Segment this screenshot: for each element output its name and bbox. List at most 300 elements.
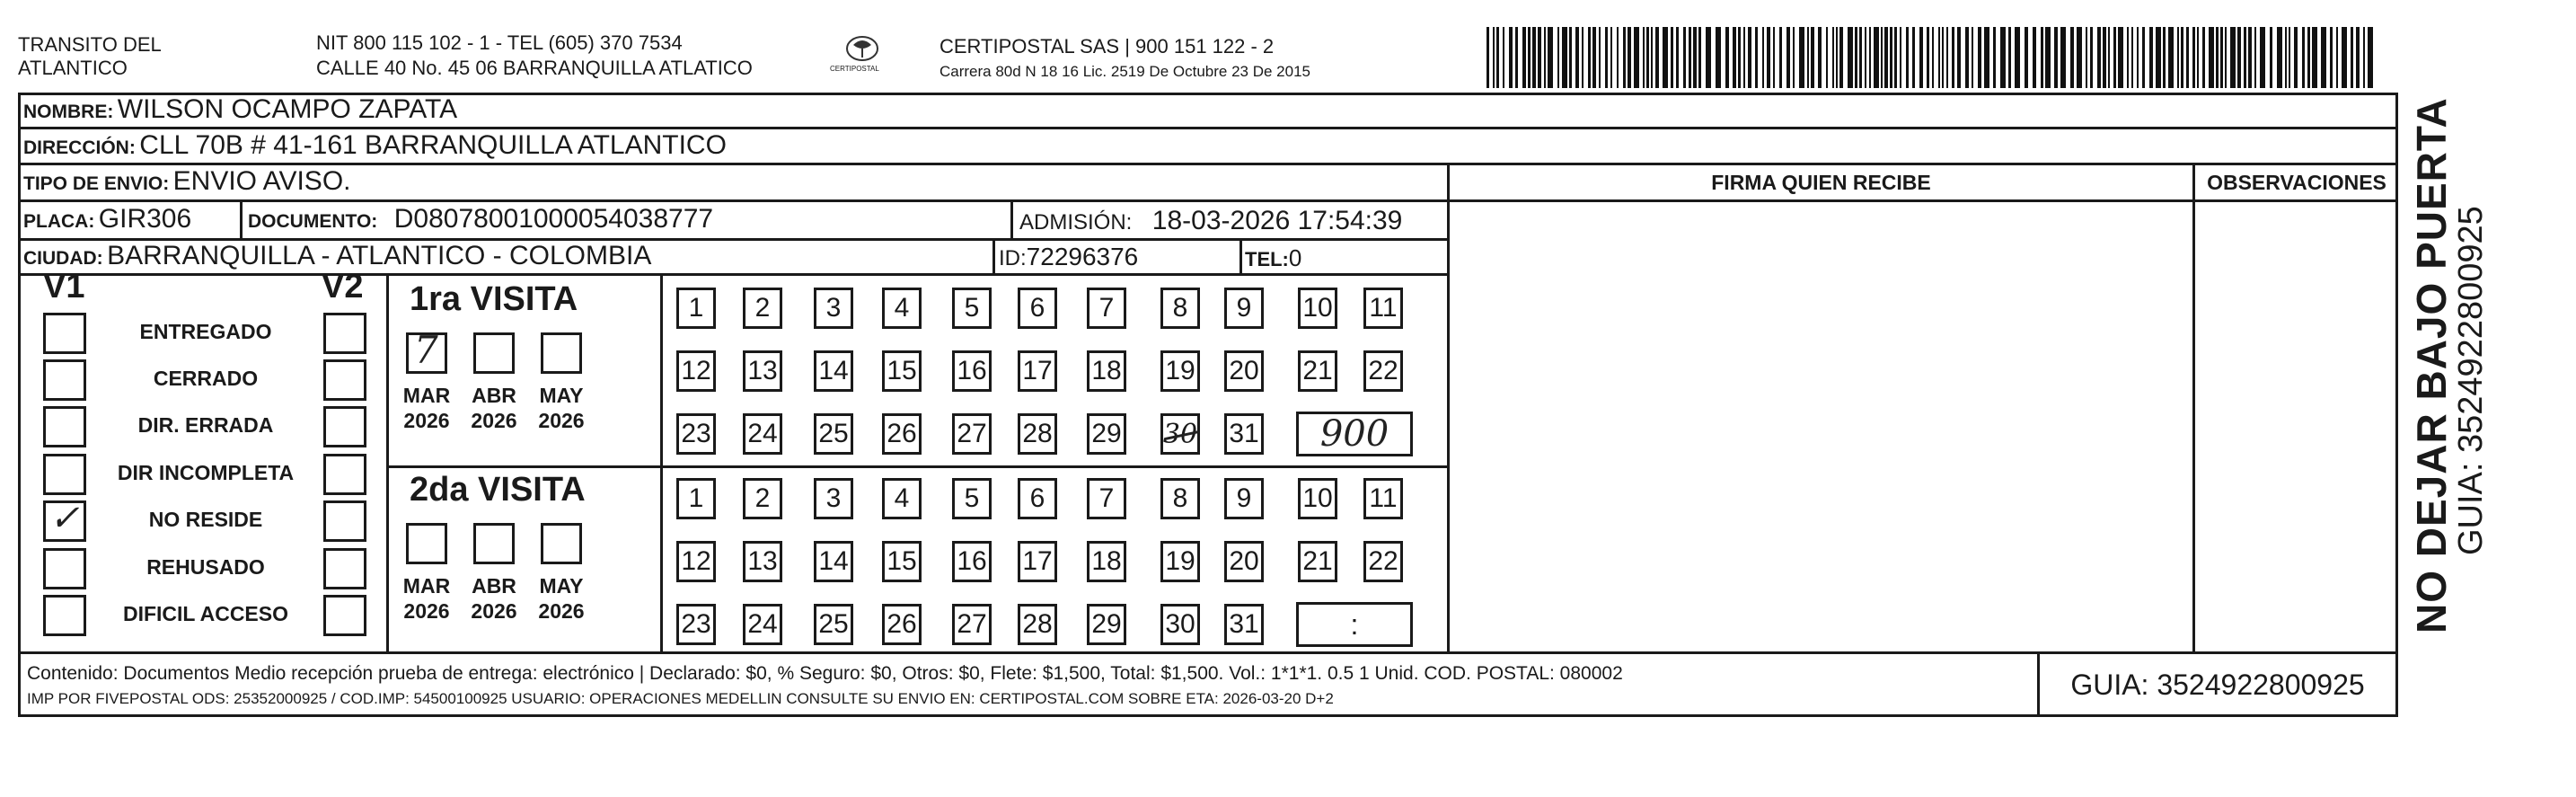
barcode-bar: [1993, 27, 1996, 88]
day-number: 12: [681, 546, 711, 576]
logo-text: CERTIPOSTAL: [830, 65, 879, 73]
barcode-bar: [1942, 27, 1944, 88]
barcode-bar: [2149, 27, 2153, 88]
nit-line: NIT 800 115 102 - 1 - TEL (605) 370 7534: [316, 31, 683, 54]
v2-checkbox[interactable]: [323, 548, 366, 589]
barcode-bar: [1698, 27, 1701, 88]
barcode-bar: [2216, 27, 2219, 88]
day-box[interactable]: [814, 288, 853, 329]
id-label: ID:: [999, 246, 1027, 270]
day-box[interactable]: [1224, 413, 1264, 455]
day-number: 22: [1368, 546, 1398, 576]
v1-checkbox[interactable]: [43, 500, 86, 542]
barcode-bar: [1486, 27, 1489, 88]
day-box[interactable]: [676, 413, 716, 455]
day-number: 23: [681, 609, 711, 639]
v2-checkbox[interactable]: [323, 500, 366, 542]
status-label: DIFICIL ACCESO: [122, 602, 288, 625]
day-box[interactable]: [952, 350, 992, 392]
col-divider: [386, 273, 389, 651]
day-number: 22: [1368, 356, 1398, 385]
barcode-bar: [1793, 27, 1795, 88]
month-name: ABR: [472, 574, 516, 598]
barcode-bar: [2209, 27, 2214, 88]
day-number: 1: [688, 293, 704, 323]
month-year: 2026: [471, 409, 517, 432]
month-checkbox[interactable]: [541, 523, 582, 564]
side-warning: NO DEJAR BAJO PUERTA: [2408, 97, 2455, 633]
day-box[interactable]: [743, 413, 782, 455]
barcode-bar: [1509, 27, 1513, 88]
barcode-bar: [1957, 27, 1961, 88]
barcode-bar: [2103, 27, 2106, 88]
day-box[interactable]: [743, 478, 782, 519]
status-label: ENTREGADO: [139, 320, 272, 343]
barcode-bar: [2277, 27, 2282, 88]
barcode-bar: [2237, 27, 2241, 88]
v1-checkbox[interactable]: [43, 595, 86, 636]
barcode-bar: [2041, 27, 2043, 88]
day-number: 3: [825, 483, 842, 513]
admision-label: ADMISIÓN:: [1019, 210, 1133, 235]
barcode-bar: [1671, 27, 1673, 88]
col-divider: [1239, 238, 1242, 273]
month-label: [463, 573, 525, 624]
direccion-row: [23, 131, 727, 164]
barcode-bar: [2090, 27, 2093, 88]
day-box[interactable]: [882, 604, 922, 645]
month-label: [395, 573, 458, 624]
barcode-bar: [1716, 27, 1721, 88]
day-number: 31: [1229, 419, 1259, 448]
ciudad-label: CIUDAD:: [23, 248, 103, 269]
barcode-bar: [1881, 27, 1883, 88]
v2-checkbox[interactable]: [323, 359, 366, 401]
barcode-bar: [1676, 27, 1679, 88]
barcode-bar: [1528, 27, 1531, 88]
barcode-bar: [2177, 27, 2179, 88]
barcode-bar: [1599, 27, 1601, 88]
day-number: 31: [1229, 609, 1259, 639]
v2-header: V2: [322, 268, 364, 306]
month-name: MAY: [539, 384, 584, 407]
barcode-bar: [1884, 27, 1888, 88]
barcode-bar: [1522, 27, 1526, 88]
barcode-bar: [2230, 27, 2236, 88]
v1-checkbox[interactable]: [43, 313, 86, 354]
month-year: 2026: [403, 599, 450, 623]
id-row: [999, 243, 1138, 276]
day-box[interactable]: [1363, 350, 1403, 392]
day-box[interactable]: [743, 541, 782, 582]
day-number: 1: [688, 483, 704, 513]
side-guia: GUIA: 3524922800925: [2452, 206, 2490, 555]
day-box[interactable]: [814, 413, 853, 455]
tel-row: [1245, 244, 1301, 277]
barcode-bar: [1538, 27, 1541, 88]
day-box[interactable]: [882, 413, 922, 455]
day-box[interactable]: [1160, 350, 1200, 392]
barcode-bar: [1493, 27, 1495, 88]
col-divider: [2192, 163, 2195, 651]
month-checkbox[interactable]: [406, 328, 447, 374]
barcode-bar: [1938, 27, 1940, 88]
barcode-bar: [1663, 27, 1668, 88]
row-divider: [386, 465, 1450, 468]
barcode-bar: [1562, 27, 1567, 88]
barcode-bar: [1832, 27, 1834, 88]
barcode-bar: [1799, 27, 1804, 88]
barcode-bar: [2118, 27, 2123, 88]
v2-checkbox[interactable]: [323, 406, 366, 447]
v1-header: V1: [43, 268, 85, 306]
month-year: 2026: [403, 409, 450, 432]
col-divider: [240, 199, 243, 238]
day-number: 4: [894, 483, 910, 513]
month-name: MAY: [539, 574, 584, 598]
barcode-bar: [2270, 27, 2272, 88]
barcode-bar: [2127, 27, 2129, 88]
row-divider: [1447, 199, 2398, 202]
nombre-label: NOMBRE:: [23, 102, 114, 122]
barcode-bar: [1762, 27, 1764, 88]
barcode-bar: [2285, 27, 2287, 88]
status-label: DIR INCOMPLETA: [117, 461, 295, 484]
address-line: CALLE 40 No. 45 06 BARRANQUILLA ATLATICO: [316, 57, 753, 79]
barcode-bar: [1617, 27, 1619, 88]
day-box[interactable]: [1018, 288, 1057, 329]
day-box[interactable]: [676, 288, 716, 329]
company-line: CERTIPOSTAL SAS | 900 151 122 - 2: [940, 35, 1275, 58]
barcode-bar: [1890, 27, 1892, 88]
barcode-bar: [1643, 27, 1645, 88]
barcode-bar: [2342, 27, 2347, 88]
barcode-bar: [1569, 27, 1572, 88]
barcode-bar: [1906, 27, 1909, 88]
day-number: 24: [747, 609, 778, 639]
barcode-bar: [2330, 27, 2333, 88]
day-box[interactable]: [676, 604, 716, 645]
day-box[interactable]: [743, 604, 782, 645]
barcode-bar: [2181, 27, 2183, 88]
barcode-bar: [2260, 27, 2265, 88]
day-number: 25: [818, 419, 849, 448]
barcode-bar: [2156, 27, 2161, 88]
barcode-bar: [1836, 27, 1838, 88]
day-box[interactable]: [1298, 288, 1337, 329]
barcode-bar: [2097, 27, 2101, 88]
day-number: 12: [681, 356, 711, 385]
barcode-bar: [1755, 27, 1758, 88]
day-number: 19: [1165, 546, 1195, 576]
barcode-bar: [1693, 27, 1697, 88]
barcode-bar: [1683, 27, 1686, 88]
day-box[interactable]: [882, 478, 922, 519]
barcode-bar: [2321, 27, 2326, 88]
day-number: 4: [894, 293, 910, 323]
v1-checkbox[interactable]: [43, 454, 86, 495]
day-box[interactable]: [1160, 478, 1200, 519]
day-number: 24: [747, 419, 778, 448]
barcode-bar: [1859, 27, 1862, 88]
barcode-bar: [2356, 27, 2360, 88]
day-number: 15: [887, 546, 917, 576]
barcode-bar: [2137, 27, 2139, 88]
day-box[interactable]: [1087, 478, 1126, 519]
barcode-bar: [1628, 27, 1631, 88]
barcode-bar: [2186, 27, 2189, 88]
month-year: 2026: [471, 599, 517, 623]
day-number: 2: [754, 483, 771, 513]
barcode-bar: [1965, 27, 1969, 88]
footer-guia: GUIA: 3524922800925: [2070, 668, 2365, 701]
barcode-bar: [2070, 27, 2074, 88]
barcode-bar: [2192, 27, 2195, 88]
time-written: 900: [1319, 413, 1389, 455]
day-number: 19: [1165, 356, 1195, 385]
barcode-bar: [1634, 27, 1639, 88]
barcode-bar: [1706, 27, 1711, 88]
barcode-bar: [1773, 27, 1775, 88]
day-box[interactable]: [1087, 604, 1126, 645]
barcode-bar: [2336, 27, 2338, 88]
day-box[interactable]: [1018, 350, 1057, 392]
v1-check-mark: ✓: [49, 498, 80, 539]
day-box[interactable]: [882, 350, 922, 392]
barcode-bar: [1651, 27, 1653, 88]
barcode-bar: [2045, 27, 2051, 88]
nombre-row: [23, 95, 457, 128]
footer-line2: IMP POR FIVEPOSTAL ODS: 25352000925 / COD.IMP: 54500100925 USUARIO: OPERACIONES MEDELLIN CONSULTE SU ENVIO EN: CERTIPOSTAL.COM SOBRE ETA: 2026-03-20 D+2: [27, 690, 1334, 707]
barcode-bar: [2142, 27, 2145, 88]
barcode-bar: [1605, 27, 1608, 88]
barcode-bar: [1932, 27, 1934, 88]
status-label: CERRADO: [153, 367, 259, 390]
visit1-title: 1ra VISITA: [410, 280, 578, 318]
day-box[interactable]: [1160, 604, 1200, 645]
barcode-bar: [2060, 27, 2066, 88]
day-number: 28: [1022, 609, 1053, 639]
barcode-bar: [1548, 27, 1553, 88]
month-label: [530, 573, 593, 624]
status-label: REHUSADO: [146, 555, 265, 579]
day-box[interactable]: [814, 541, 853, 582]
tipo-envio-label: TIPO DE ENVIO:: [23, 173, 170, 194]
nombre-value: WILSON OCAMPO ZAPATA: [117, 94, 458, 124]
day-box[interactable]: [676, 478, 716, 519]
day-box[interactable]: [1087, 288, 1126, 329]
barcode-bar: [2225, 27, 2227, 88]
day-box[interactable]: [1160, 541, 1200, 582]
v1-checkbox[interactable]: [43, 548, 86, 589]
month-label: [395, 383, 458, 433]
ciudad-value: BARRANQUILLA - ATLANTICO - COLOMBIA: [107, 241, 652, 270]
barcode-bar: [1865, 27, 1866, 88]
barcode-bar: [2033, 27, 2036, 88]
barcode-bar: [2197, 27, 2199, 88]
day-number: 10: [1302, 483, 1333, 513]
time-box[interactable]: [1296, 412, 1413, 456]
barcode-bar: [2015, 27, 2020, 88]
barcode-bar: [1919, 27, 1923, 88]
barcode-bar: [1874, 27, 1879, 88]
day-box[interactable]: [1224, 604, 1264, 645]
v2-checkbox[interactable]: [323, 595, 366, 636]
barcode-bar: [1655, 27, 1659, 88]
barcode-bar: [2307, 27, 2310, 88]
day-box[interactable]: [1363, 541, 1403, 582]
v2-checkbox[interactable]: [323, 313, 366, 354]
barcode-bar: [1588, 27, 1591, 88]
barcode-bar: [1869, 27, 1871, 88]
documento-row: [248, 205, 713, 238]
day-box[interactable]: [1018, 541, 1057, 582]
day-number: 7: [1098, 483, 1115, 513]
barcode-bar: [1557, 27, 1559, 88]
day-number: 26: [887, 419, 917, 448]
status-label: DIR. ERRADA: [137, 413, 274, 437]
barcode-bar: [2244, 27, 2246, 88]
month-checkbox[interactable]: [406, 523, 447, 564]
day-number: 27: [957, 609, 987, 639]
month-checkbox[interactable]: [541, 332, 582, 374]
day-box[interactable]: [1018, 604, 1057, 645]
direccion-value: CLL 70B # 41-161 BARRANQUILLA ATLANTICO: [139, 130, 727, 160]
org-name-line1: TRANSITO DEL: [18, 33, 162, 56]
barcode-bar: [2168, 27, 2174, 88]
day-box[interactable]: [814, 478, 853, 519]
barcode-bar: [1952, 27, 1954, 88]
day-box[interactable]: [1087, 413, 1126, 455]
day-box[interactable]: [1018, 478, 1057, 519]
tel-label: TEL:: [1245, 248, 1289, 270]
day-number: 11: [1369, 293, 1398, 323]
time-placeholder: :: [1350, 607, 1359, 641]
day-number: 30: [1165, 609, 1195, 639]
barcode-bar: [1978, 27, 1981, 88]
tipo-envio-row: [23, 167, 350, 200]
direccion-label: DIRECCIÓN:: [23, 137, 136, 158]
day-box[interactable]: [743, 288, 782, 329]
day-number: 11: [1369, 483, 1398, 513]
day-box[interactable]: [1087, 350, 1126, 392]
day-number: 23: [681, 419, 711, 448]
day-number: 27: [957, 419, 987, 448]
day-number: 17: [1022, 356, 1053, 385]
day-number: 16: [957, 546, 987, 576]
barcode: [1486, 27, 2385, 88]
day-number: 18: [1091, 546, 1122, 576]
footer-line1: Contenido: Documentos Medio recepción prueba de entrega: electrónico | Declarado: $0, % Seguro: $0, Otros: $0, Flete: $1,500, Total: $1,500. Vol.: 1*1*1. 0.5 1 Unid. COD. POSTAL: 080002: [27, 663, 1623, 684]
day-box[interactable]: [814, 604, 853, 645]
barcode-bar: [2163, 27, 2166, 88]
day-number: 7: [1098, 293, 1115, 323]
month-checkbox[interactable]: [473, 523, 515, 564]
day-number: 26: [887, 609, 917, 639]
col-divider: [1447, 163, 1450, 651]
day-box[interactable]: [1363, 478, 1403, 519]
day-box[interactable]: [676, 350, 716, 392]
barcode-bar: [2363, 27, 2365, 88]
barcode-bar: [1811, 27, 1814, 88]
day-number: 18: [1091, 356, 1122, 385]
day-box[interactable]: [1224, 478, 1264, 519]
day-box[interactable]: [1363, 288, 1403, 329]
day-box[interactable]: [1087, 541, 1126, 582]
day-box[interactable]: [1224, 288, 1264, 329]
month-check-mark: 7: [414, 328, 438, 372]
v1-checkbox[interactable]: [43, 359, 86, 401]
day-box[interactable]: [1224, 350, 1264, 392]
v1-checkbox[interactable]: [43, 406, 86, 447]
v2-checkbox[interactable]: [323, 454, 366, 495]
tel-value: 0: [1288, 244, 1302, 271]
barcode-bar: [1610, 27, 1612, 88]
barcode-bar: [2289, 27, 2290, 88]
time-box[interactable]: [1296, 602, 1413, 647]
col-divider: [660, 273, 663, 651]
documento-value: D08078001000054038777: [393, 204, 714, 234]
col-divider: [992, 238, 995, 273]
day-box[interactable]: [1160, 413, 1200, 455]
day-box[interactable]: [882, 541, 922, 582]
day-box[interactable]: [952, 478, 992, 519]
barcode-bar: [1818, 27, 1822, 88]
barcode-bar: [2368, 27, 2373, 88]
month-name: MAR: [402, 574, 451, 598]
barcode-bar: [2351, 27, 2353, 88]
barcode-bar: [2294, 27, 2298, 88]
day-box[interactable]: [676, 541, 716, 582]
day-box[interactable]: [952, 541, 992, 582]
day-number: 16: [957, 356, 987, 385]
barcode-bar: [1767, 27, 1770, 88]
day-box[interactable]: [952, 288, 992, 329]
day-number: 21: [1302, 356, 1333, 385]
month-label: [530, 383, 593, 433]
day-box[interactable]: [1224, 541, 1264, 582]
barcode-bar: [1912, 27, 1915, 88]
placa-row: [23, 205, 191, 238]
visit2-title: 2da VISITA: [410, 471, 586, 509]
month-checkbox[interactable]: [473, 332, 515, 374]
day-box[interactable]: [952, 413, 992, 455]
month-name: MAR: [402, 384, 451, 407]
barcode-bar: [1807, 27, 1809, 88]
barcode-bar: [1738, 27, 1741, 88]
barcode-bar: [2220, 27, 2223, 88]
day-box[interactable]: [814, 350, 853, 392]
barcode-bar: [1946, 27, 1948, 88]
day-number: 8: [1172, 483, 1188, 513]
day-number: 5: [964, 293, 980, 323]
barcode-bar: [1532, 27, 1536, 88]
day-box[interactable]: [743, 350, 782, 392]
day-box[interactable]: [1018, 413, 1057, 455]
barcode-bar: [1733, 27, 1736, 88]
day-number: 10: [1302, 293, 1333, 323]
day-box[interactable]: [1298, 478, 1337, 519]
placa-value: GIR306: [98, 204, 192, 234]
day-box[interactable]: [1298, 350, 1337, 392]
barcode-bar: [2086, 27, 2087, 88]
day-box[interactable]: [882, 288, 922, 329]
barcode-bar: [2108, 27, 2110, 88]
day-box[interactable]: [952, 604, 992, 645]
day-box[interactable]: [1298, 541, 1337, 582]
col-divider: [1010, 199, 1013, 238]
day-box[interactable]: [1160, 288, 1200, 329]
